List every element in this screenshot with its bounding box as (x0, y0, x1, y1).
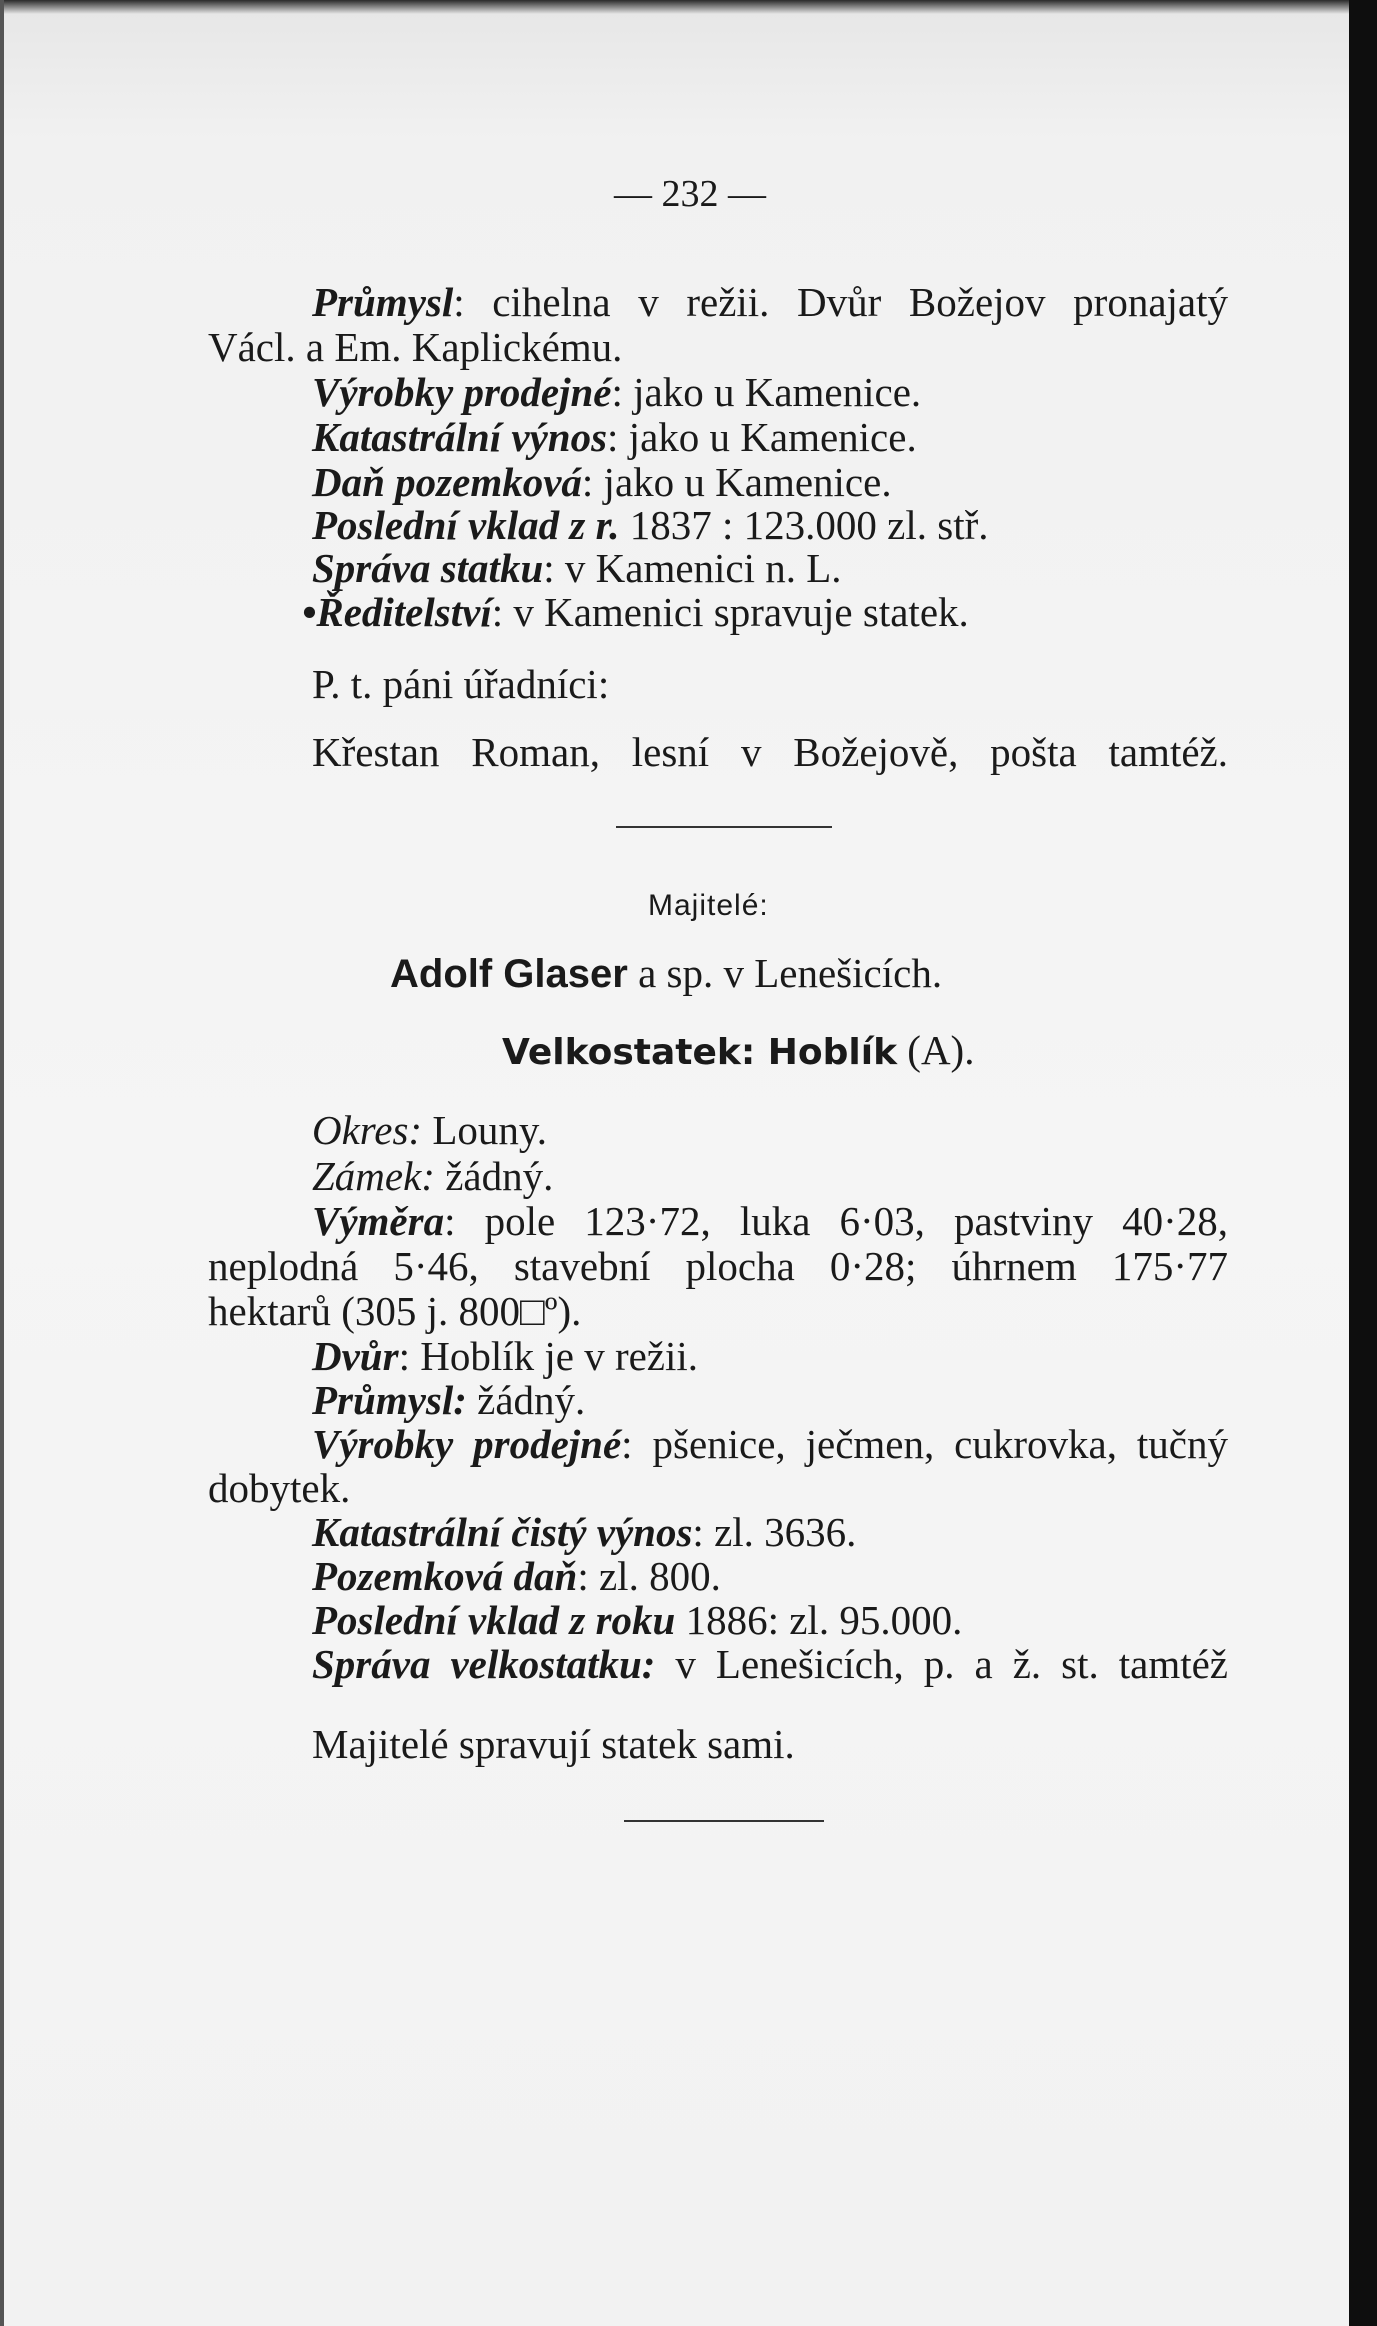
sprava-line (312, 546, 842, 590)
reditelstvi-label: •Ředitelství (302, 589, 492, 635)
vklad-text: 1837 : 123.000 zl. stř. (619, 502, 989, 548)
scan-edge-left (0, 0, 4, 2326)
prumysl2-line (312, 1378, 585, 1422)
dan-line (312, 460, 892, 504)
okres-label: Okres: (312, 1107, 423, 1153)
sprava2-text: v Lenešicích, p. a ž. st. tamtéž (655, 1641, 1228, 1687)
sprava2-label: Správa velkostatku: (312, 1641, 656, 1687)
owner-name: Adolf Glaser (390, 952, 628, 996)
sprava-label: Správa statku (312, 545, 544, 591)
katastr-label: Katastrální výnos (312, 414, 608, 460)
owner-rest: a sp. v Lenešicích. (627, 950, 943, 996)
vymera-text: : pole 123·72, luka 6·03, pastviny 40·28, (444, 1198, 1228, 1244)
vymera-cont-2: hektarů (305 j. 800□º). (208, 1288, 582, 1334)
dan2-line (312, 1554, 721, 1598)
vklad-line (312, 503, 989, 547)
officials-heading: P. t. páni úřadníci: (312, 661, 610, 707)
vyrobky-text: : jako u Kamenice. (611, 369, 922, 415)
dan-text: : jako u Kamenice. (581, 459, 892, 505)
divider-1 (616, 826, 832, 828)
official-entry: Křestan Roman, lesní v Božejově, pošta tamtéž. (312, 729, 1228, 775)
vyrobky2-text: : pšenice, ječmen, cukrovka, tučný (621, 1421, 1228, 1467)
vymera-label: Výměra (312, 1198, 445, 1244)
okres-text: Louny. (422, 1107, 547, 1153)
dvur-text: : Hoblík je v režii. (398, 1333, 699, 1379)
prumysl2-label: Průmysl: (312, 1377, 467, 1423)
katastr2-label: Katastrální čistý výnos (312, 1509, 693, 1555)
katastr2-text: : zl. 3636. (692, 1509, 857, 1555)
estate-label: Velkostatek: Hoblík (502, 1032, 898, 1073)
vklad-label: Poslední vklad z r. (312, 502, 620, 548)
vymera-line (312, 1199, 1228, 1243)
sprava-text: : v Kamenici n. L. (543, 545, 842, 591)
katastr2-line (312, 1510, 856, 1554)
vyrobky2-label: Výrobky prodejné (312, 1421, 622, 1467)
katastr-line (312, 415, 917, 459)
zamek-text: žádný. (434, 1153, 554, 1199)
okres-line (312, 1108, 547, 1152)
dan2-label: Pozemková daň (312, 1553, 578, 1599)
prumysl-line (312, 280, 1228, 324)
dan2-text: : zl. 800. (577, 1553, 721, 1599)
vymera-cont-1: neplodná 5·46, stavební plocha 0·28; úhrnem 175·77 (208, 1243, 1228, 1289)
dvur-line (312, 1334, 698, 1378)
vklad2-label: Poslední vklad z roku (312, 1597, 676, 1643)
vklad2-line (312, 1598, 962, 1642)
vyrobky2-line (312, 1422, 1228, 1466)
vyrobky-label: Výrobky prodejné (312, 369, 612, 415)
owners-heading: Majitelé: (648, 889, 769, 922)
divider-2 (624, 1820, 824, 1822)
vyrobky-line (312, 370, 921, 414)
prumysl2-text: žádný. (466, 1377, 586, 1423)
prumysl-label: Průmysl (312, 279, 454, 325)
vklad2-text: 1886: zl. 95.000. (675, 1597, 963, 1643)
scan-edge-top (0, 0, 1377, 14)
dan-label: Daň pozemková (312, 459, 582, 505)
closing-line: Majitelé spravují statek sami. (312, 1721, 795, 1767)
prumysl-text: : cihelna v režii. Dvůr Božejov pronajatý (453, 279, 1228, 325)
estate-line (502, 1028, 974, 1075)
owner-line (390, 951, 942, 996)
page-number: — 232 — (614, 173, 766, 215)
katastr-text: : jako u Kamenice. (607, 414, 917, 460)
scan-edge-right (1349, 0, 1377, 2326)
zamek-line (312, 1154, 553, 1198)
dvur-label: Dvůr (312, 1333, 399, 1379)
reditelstvi-line (302, 590, 969, 634)
zamek-label: Zámek: (312, 1153, 435, 1199)
estate-suffix: (A). (897, 1027, 975, 1073)
prumysl-cont: Václ. a Em. Kaplickému. (208, 324, 623, 370)
sprava2-line (312, 1642, 1228, 1686)
vyrobky2-cont: dobytek. (208, 1465, 351, 1511)
reditelstvi-text: : v Kamenici spravuje statek. (491, 589, 969, 635)
